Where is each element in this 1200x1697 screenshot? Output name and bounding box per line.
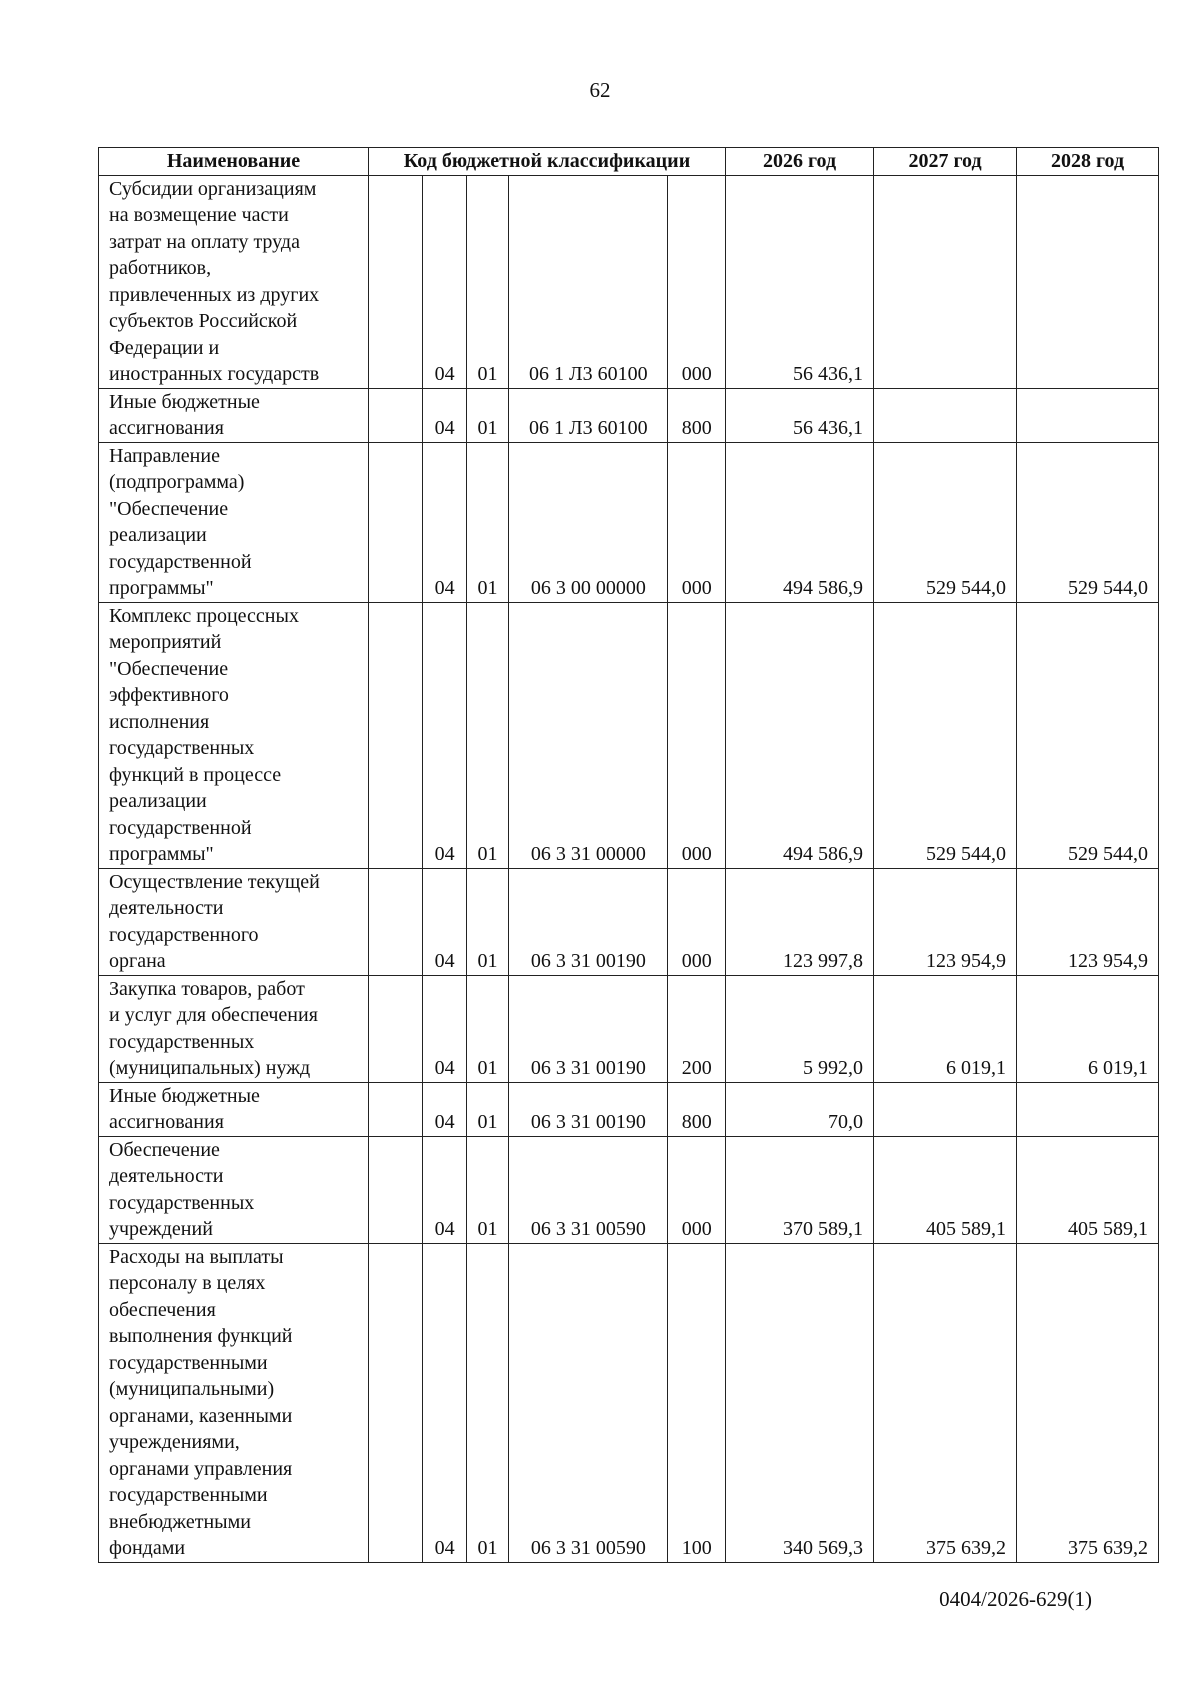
row-name: [99, 442, 369, 602]
value-2027: 6 019,1: [874, 975, 1017, 1082]
row-name-line: и услуг для обеспечения: [109, 1004, 318, 1026]
value-2026: 5 992,0: [726, 975, 874, 1082]
code-target-article: 06 3 00 00000: [509, 442, 668, 602]
row-name-line: реализации: [109, 524, 207, 546]
value-2026: 56 436,1: [726, 175, 874, 388]
row-name: [99, 1136, 369, 1243]
code-subsection: 01: [466, 175, 508, 388]
code-blank: [369, 175, 423, 388]
table-row: [99, 1082, 1159, 1136]
row-name-line: ассигнования: [109, 417, 224, 439]
code-expense-type: 000: [668, 602, 726, 868]
row-name: [99, 602, 369, 868]
row-name-line: мероприятий: [109, 631, 222, 653]
code-blank: [369, 602, 423, 868]
row-name-line: Расходы на выплаты: [109, 1245, 284, 1268]
row-name: [99, 1082, 369, 1136]
row-name-line: привлеченных из других: [109, 283, 320, 306]
row-name-line: персоналу в целях: [109, 1272, 266, 1294]
table-row: [99, 388, 1159, 442]
row-name-line: эффективного: [109, 684, 229, 706]
value-2027: 375 639,2: [874, 1243, 1017, 1562]
row-name-line: учреждениями,: [109, 1431, 240, 1453]
value-2026: 494 586,9: [726, 442, 874, 602]
code-section: 04: [423, 868, 466, 975]
row-name-line: программы": [109, 843, 214, 865]
row-name-line: деятельности: [109, 1165, 224, 1187]
row-name-line: (муниципальными): [109, 1378, 275, 1400]
row-name-line: внебюджетными: [109, 1510, 251, 1533]
header-2027: 2027 год: [874, 148, 1017, 176]
value-2028: 405 589,1: [1017, 1136, 1159, 1243]
row-name-line: выполнения функций: [109, 1325, 293, 1347]
row-name-line: "Обеспечение: [109, 657, 229, 680]
row-name-line: работников,: [109, 257, 212, 279]
row-name-line: органами, казенными: [109, 1404, 293, 1427]
table-row: [99, 175, 1159, 388]
code-blank: [369, 442, 423, 602]
value-2028: [1017, 388, 1159, 442]
code-subsection: 01: [466, 1136, 508, 1243]
header-2028: 2028 год: [1017, 148, 1159, 176]
code-subsection: 01: [466, 975, 508, 1082]
value-2028: [1017, 1082, 1159, 1136]
row-name: [99, 975, 369, 1082]
row-name-line: государственных: [109, 1191, 255, 1214]
row-name-line: субъектов Российской: [109, 310, 298, 332]
row-name: [99, 388, 369, 442]
row-name-line: деятельности: [109, 897, 224, 919]
code-target-article: 06 3 31 00590: [509, 1136, 668, 1243]
value-2027: [874, 1082, 1017, 1136]
row-name-line: государственными: [109, 1351, 268, 1374]
row-name-line: ассигнования: [109, 1111, 224, 1133]
row-name-line: Осуществление текущей: [109, 870, 320, 893]
row-name-line: органа: [109, 950, 166, 972]
code-section: 04: [423, 602, 466, 868]
table-row: [99, 602, 1159, 868]
code-expense-type: 800: [668, 388, 726, 442]
code-subsection: 01: [466, 1243, 508, 1562]
row-name-line: исполнения: [109, 710, 210, 733]
value-2027: 529 544,0: [874, 602, 1017, 868]
row-name-line: Закупка товаров, работ: [109, 977, 305, 1000]
value-2026: 370 589,1: [726, 1136, 874, 1243]
code-subsection: 01: [466, 602, 508, 868]
row-name-line: учреждений: [109, 1218, 213, 1240]
row-name-line: Субсидии организациям: [109, 177, 317, 200]
code-section: 04: [423, 388, 466, 442]
code-expense-type: 100: [668, 1243, 726, 1562]
table-row: [99, 868, 1159, 975]
code-expense-type: 000: [668, 175, 726, 388]
row-name-line: "Обеспечение: [109, 497, 229, 520]
row-name-line: государственными: [109, 1484, 268, 1506]
code-blank: [369, 1082, 423, 1136]
value-2026: 123 997,8: [726, 868, 874, 975]
row-name-line: государственных: [109, 737, 255, 759]
row-name-line: фондами: [109, 1537, 186, 1559]
value-2026: 494 586,9: [726, 602, 874, 868]
code-section: 04: [423, 975, 466, 1082]
row-name: [99, 175, 369, 388]
table-row: [99, 1136, 1159, 1243]
row-name-line: государственной: [109, 816, 252, 839]
code-expense-type: 000: [668, 442, 726, 602]
budget-table: [98, 147, 1159, 1563]
value-2028: 6 019,1: [1017, 975, 1159, 1082]
header-code: Код бюджетной классификации: [369, 148, 726, 176]
code-blank: [369, 975, 423, 1082]
value-2027: 529 544,0: [874, 442, 1017, 602]
code-expense-type: 800: [668, 1082, 726, 1136]
row-name-line: программы": [109, 577, 214, 599]
value-2028: [1017, 175, 1159, 388]
row-name-line: (подпрограмма): [109, 471, 245, 493]
row-name-line: затрат на оплату труда: [109, 230, 300, 253]
header-2026: 2026 год: [726, 148, 874, 176]
code-target-article: 06 1 Л3 60100: [509, 175, 668, 388]
row-name-line: государственных: [109, 1030, 255, 1053]
code-section: 04: [423, 1136, 466, 1243]
code-subsection: 01: [466, 442, 508, 602]
code-target-article: 06 1 Л3 60100: [509, 388, 668, 442]
code-section: 04: [423, 175, 466, 388]
row-name-line: Иные бюджетные: [109, 1084, 260, 1107]
document-id: 0404/2026-629(1): [939, 1587, 1092, 1611]
code-section: 04: [423, 1082, 466, 1136]
code-target-article: 06 3 31 00190: [509, 975, 668, 1082]
code-target-article: 06 3 31 00190: [509, 1082, 668, 1136]
page-number: 62: [589, 78, 611, 102]
row-name-line: органами управления: [109, 1457, 293, 1480]
code-subsection: 01: [466, 388, 508, 442]
value-2028: 529 544,0: [1017, 442, 1159, 602]
code-subsection: 01: [466, 1082, 508, 1136]
header-row: [99, 148, 1159, 176]
code-section: 04: [423, 442, 466, 602]
row-name-line: государственного: [109, 923, 259, 946]
value-2026: 340 569,3: [726, 1243, 874, 1562]
value-2026: 56 436,1: [726, 388, 874, 442]
row-name-line: (муниципальных) нужд: [109, 1057, 311, 1079]
value-2028: 123 954,9: [1017, 868, 1159, 975]
code-target-article: 06 3 31 00190: [509, 868, 668, 975]
row-name-line: государственной: [109, 550, 252, 573]
row-name-line: Федерации и: [109, 336, 220, 359]
code-target-article: 06 3 31 00000: [509, 602, 668, 868]
value-2027: 123 954,9: [874, 868, 1017, 975]
value-2026: 70,0: [726, 1082, 874, 1136]
code-blank: [369, 388, 423, 442]
value-2028: 375 639,2: [1017, 1243, 1159, 1562]
row-name-line: Направление: [109, 444, 220, 467]
row-name-line: обеспечения: [109, 1298, 216, 1321]
header-name: Наименование: [99, 148, 369, 176]
row-name-line: реализации: [109, 790, 207, 812]
table-body: [99, 175, 1159, 1562]
row-name-line: функций в процессе: [109, 763, 282, 786]
table-row: [99, 442, 1159, 602]
row-name-line: Иные бюджетные: [109, 390, 260, 413]
row-name: [99, 868, 369, 975]
row-name-line: иностранных государств: [109, 363, 320, 385]
code-target-article: 06 3 31 00590: [509, 1243, 668, 1562]
code-blank: [369, 1136, 423, 1243]
code-expense-type: 000: [668, 1136, 726, 1243]
value-2027: [874, 175, 1017, 388]
code-blank: [369, 1243, 423, 1562]
code-blank: [369, 868, 423, 975]
table-row: [99, 1243, 1159, 1562]
value-2027: 405 589,1: [874, 1136, 1017, 1243]
code-section: 04: [423, 1243, 466, 1562]
code-subsection: 01: [466, 868, 508, 975]
row-name: [99, 1243, 369, 1562]
code-expense-type: 200: [668, 975, 726, 1082]
code-expense-type: 000: [668, 868, 726, 975]
table-row: [99, 975, 1159, 1082]
row-name-line: Обеспечение: [109, 1138, 220, 1161]
value-2028: 529 544,0: [1017, 602, 1159, 868]
row-name-line: на возмещение части: [109, 204, 289, 226]
value-2027: [874, 388, 1017, 442]
row-name-line: Комплекс процессных: [109, 604, 299, 627]
